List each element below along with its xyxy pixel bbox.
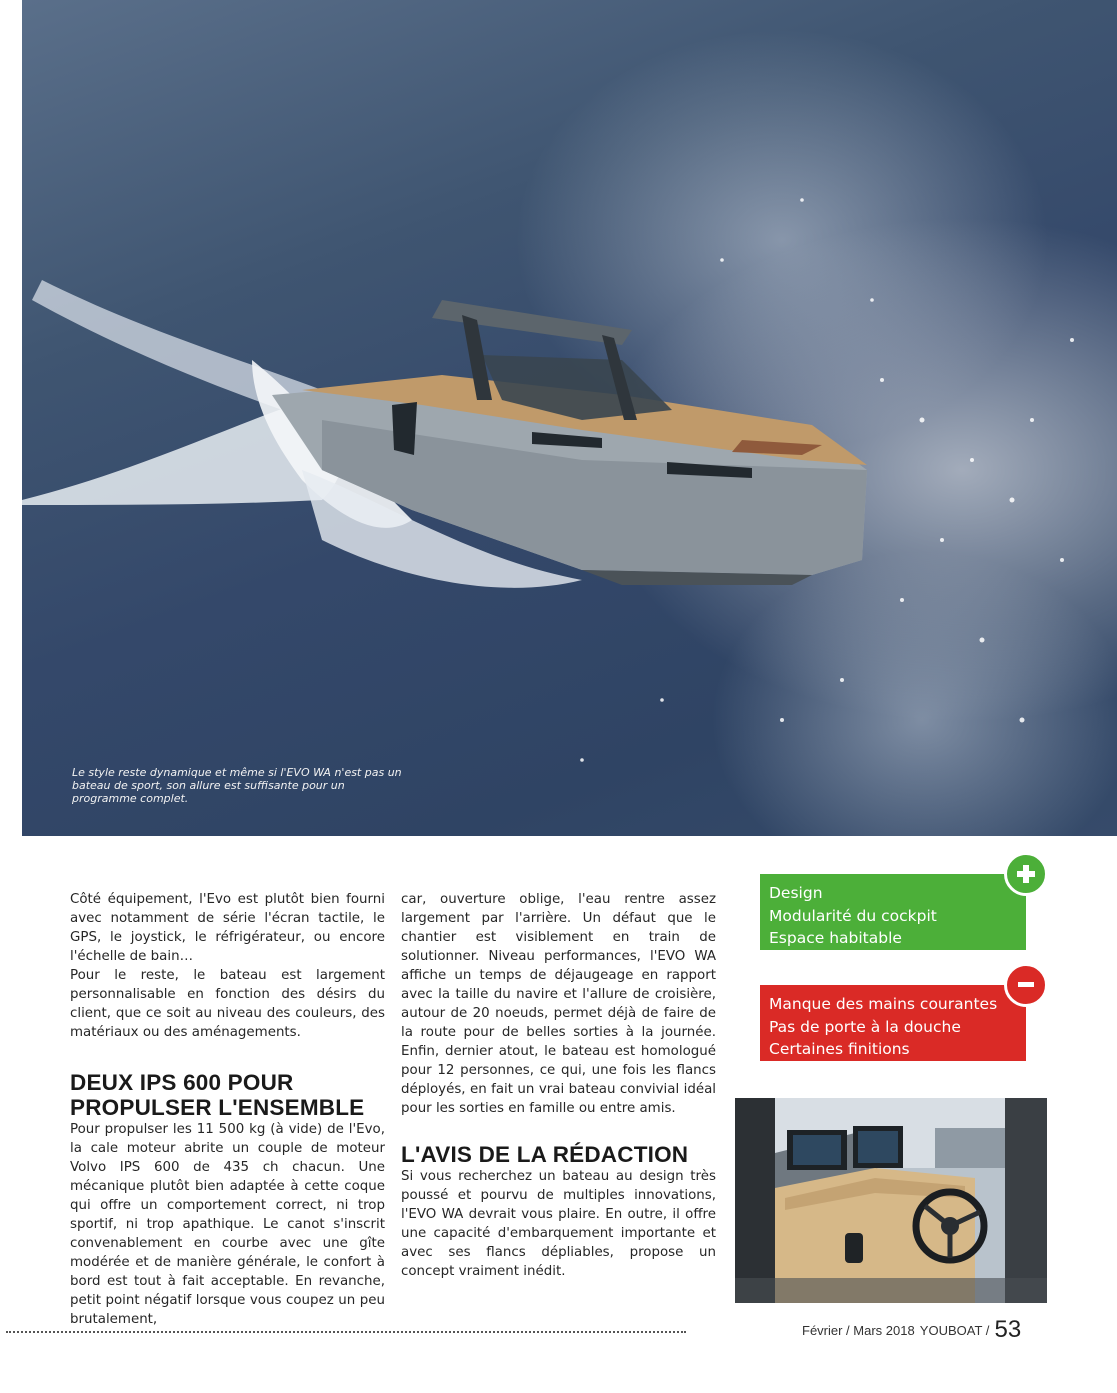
magazine-name: YOUBOAT /	[919, 1323, 990, 1338]
paragraph: Pour propulser les 11 500 kg (à vide) de l'Evo, la cale moteur abrite un couple de moteur Volvo IPS 600 de 435 ch chacun. Une mécanique plutôt bien adaptée à cette coque qui offre un comportement correct, ni trop sportif, ni trop apathique. Le canot s'inscrit convenablement en courbe avec une gîte modérée et de manière générale, le confort à bord est tout à fait acceptable. En revanche, petit point négatif lorsque vous coupez un peu brutalement,	[70, 1122, 385, 1327]
helm-illustration	[735, 1098, 1047, 1303]
paragraph: Côté équipement, l'Evo est plutôt bien fourni avec notamment de série l'écran tactile, le GPS, le joystick, le réfrigérateur, ou encore l'échelle de bain…	[70, 892, 385, 964]
pros-item: Modularité du cockpit	[769, 906, 937, 925]
issue-date: Février / Mars 2018	[802, 1323, 915, 1338]
cons-item: Certaines finitions	[769, 1040, 910, 1058]
hero-photo	[22, 0, 1117, 836]
footer-divider	[6, 1331, 686, 1333]
cons-item: Pas de porte à la douche	[769, 1017, 961, 1036]
article-column-1	[70, 890, 385, 1329]
page-number: 53	[994, 1316, 1022, 1343]
boat-illustration	[22, 0, 1117, 836]
plus-icon	[1004, 852, 1048, 896]
page-footer	[802, 1316, 1021, 1344]
paragraph: car, ouverture oblige, l'eau rentre assez largement par l'arrière. Un défaut que le chantier est visiblement en train de solutionner. Niveau performances, l'EVO WA affiche un temps de déjaugeage en rapport avec la taille du navire et l'allure de croisière, autour de 20 noeuds, permet déjà de faire de la route pour de belles sorties à la journée. Enfin, dernier atout, le bateau est homologué pour 12 personnes, ce qui, une fois les flancs déployés, en fait un vrai bateau convivial idéal pour les sorties en famille ou entre amis.	[401, 892, 716, 1116]
cons-item: Manque des mains courantes	[769, 995, 998, 1013]
pros-item: Design	[769, 884, 823, 902]
cons-box	[760, 985, 1026, 1061]
paragraph: Pour le reste, le bateau est largement personnalisable en fonction des désirs du client, que ce soit au niveau des couleurs, des matériaux ou des aménagements.	[70, 968, 385, 1040]
paragraph: Si vous recherchez un bateau au design très poussé et pourvu de multiples innovations, l'EVO WA devrait vous plaire. En outre, il offre une capacité d'embarquement importante et avec ses flancs dépliables, propose un concept vraiment inédit.	[401, 1169, 716, 1279]
article-column-2	[401, 890, 716, 1281]
pros-item: Espace habitable	[769, 929, 902, 947]
helm-photo	[735, 1098, 1047, 1303]
pros-box	[760, 874, 1026, 950]
minus-icon	[1004, 963, 1048, 1007]
section-heading: L'AVIS DE LA RÉDACTION	[401, 1142, 689, 1167]
photo-caption: Le style reste dynamique et même si l'EVO WA n'est pas un bateau de sport, son allure est suffisante pour un programme complet.	[72, 766, 402, 805]
section-heading: DEUX IPS 600 POUR PROPULSER L'ENSEMBLE	[70, 1070, 365, 1120]
